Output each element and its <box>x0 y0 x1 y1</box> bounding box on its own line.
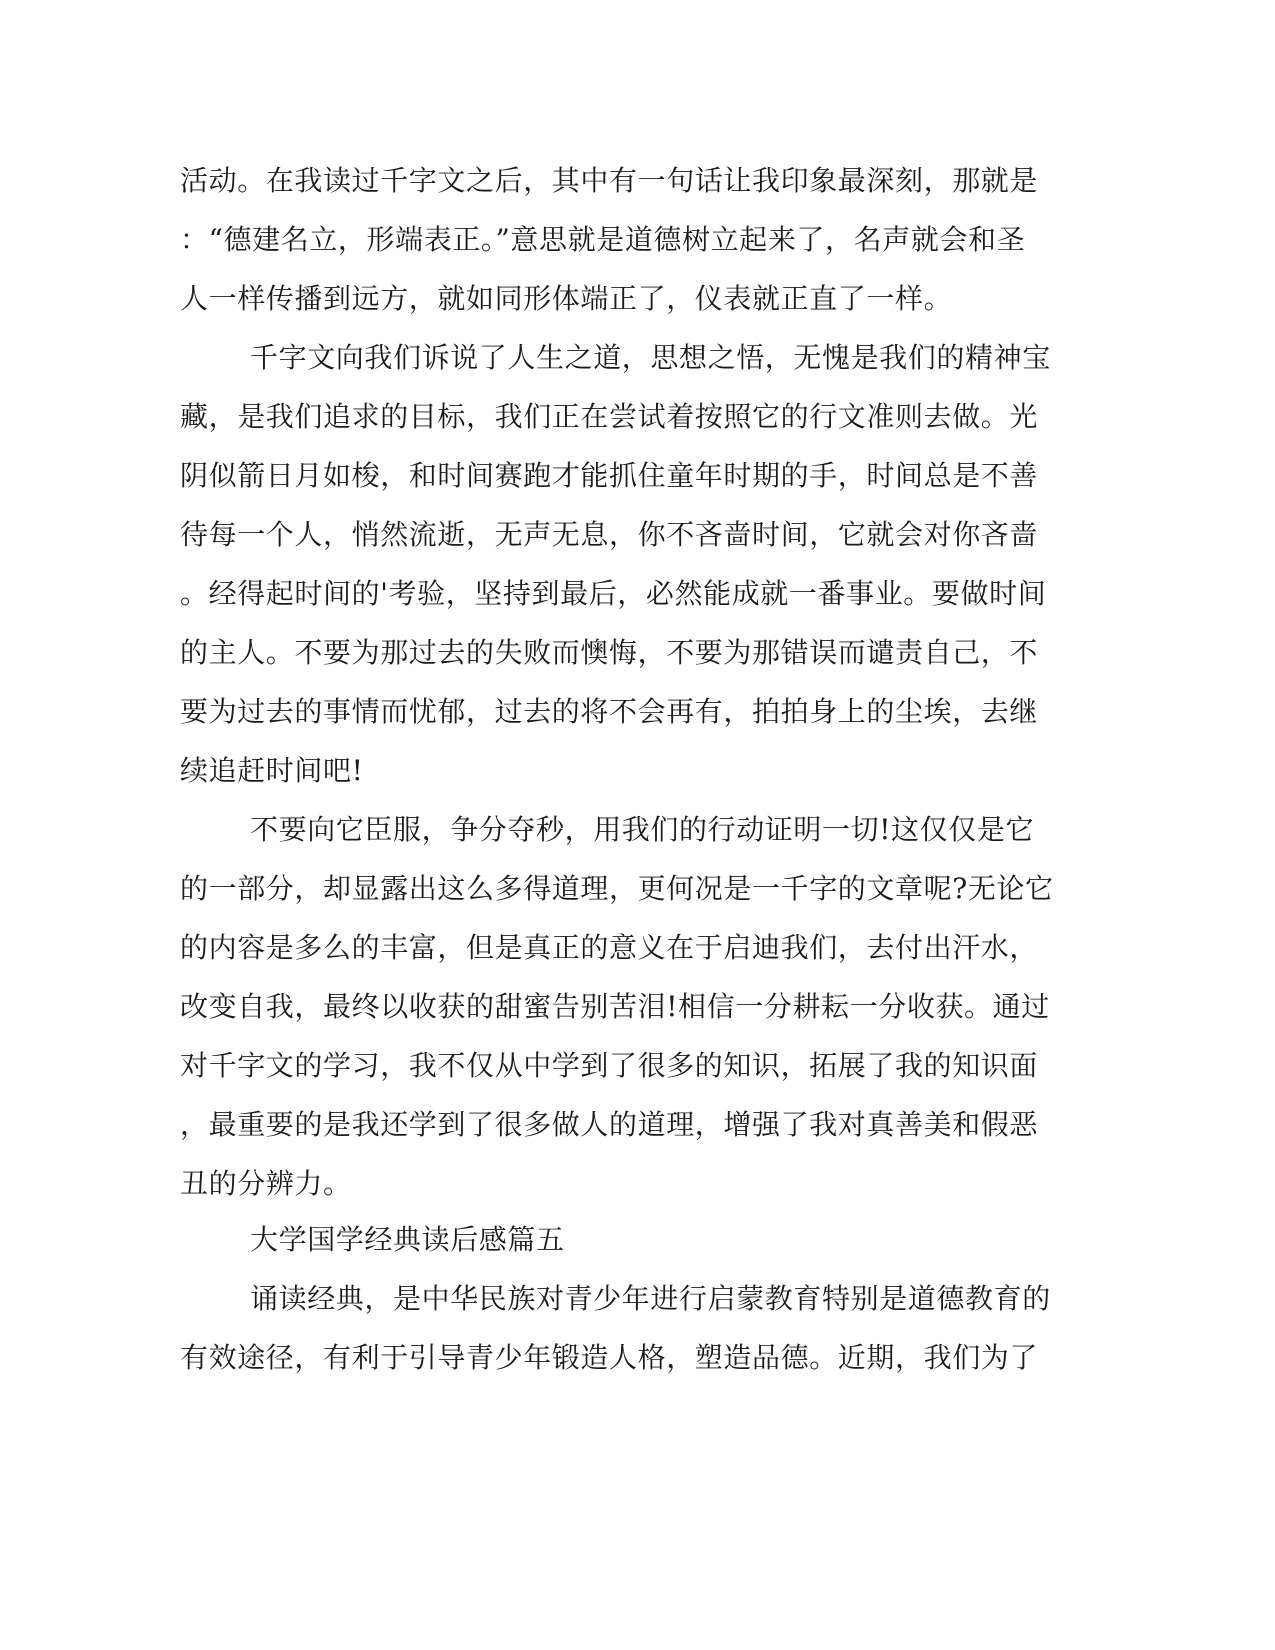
text-line: ：“德建名立，形端表正。”意思就是道德树立起来了，名声就会和圣 <box>180 223 1026 256</box>
section-heading: 大学国学经典读后感篇五 <box>250 1223 565 1256</box>
text-line: 的一部分，却显露出这么多得道理，更何况是一千字的文章呢?无论它 <box>180 872 1054 905</box>
text-line: ，最重要的是我还学到了很多做人的道理，增强了我对真善美和假恶 <box>180 1108 1039 1141</box>
text-line: 阴似箭日月如梭，和时间赛跑才能抓住童年时期的手，时间总是不善 <box>180 459 1039 492</box>
text-line: 的内容是多么的丰富，但是真正的意义在于启迪我们，去付出汗水， <box>180 931 1039 964</box>
text-line: 要为过去的事情而忧郁，过去的将不会再有，拍拍身上的尘埃，去继 <box>180 695 1039 728</box>
text-line: 待每一个人，悄然流逝，无声无息，你不吝啬时间，它就会对你吝啬 <box>180 518 1039 551</box>
text-line: 丑的分辨力。 <box>180 1167 352 1200</box>
text-line: 藏，是我们追求的目标，我们正在尝试着按照它的行文准则去做。光 <box>180 400 1039 433</box>
text-line: 人一样传播到远方，就如同形体端正了，仪表就正直了一样。 <box>180 282 953 315</box>
paragraph-first-line: 诵读经典，是中华民族对青少年进行启蒙教育特别是道德教育的 <box>250 1282 1051 1315</box>
paragraph-first-line: 不要向它臣服，争分夺秒，用我们的行动证明一切!这仅仅是它 <box>250 813 1035 846</box>
text-line: 续追赶时间吧! <box>180 754 364 787</box>
text-line: 对千字文的学习，我不仅从中学到了很多的知识，拓展了我的知识面 <box>180 1049 1039 1082</box>
text-line: 。经得起时间的'考验，坚持到最后，必然能成就一番事业。要做时间 <box>180 577 1047 610</box>
text-line: 活动。在我读过千字文之后，其中有一句话让我印象最深刻，那就是 <box>180 164 1039 197</box>
paragraph-first-line: 千字文向我们诉说了人生之道，思想之悟，无愧是我们的精神宝 <box>250 341 1051 374</box>
text-line: 有效途径，有利于引导青少年锻造人格，塑造品德。近期，我们为了 <box>180 1341 1039 1374</box>
text-line: 改变自我，最终以收获的甜蜜告别苦泪!相信一分耕耘一分收获。通过 <box>180 990 1050 1023</box>
text-line: 的主人。不要为那过去的失败而懊悔，不要为那错误而谴责自己，不 <box>180 636 1039 669</box>
